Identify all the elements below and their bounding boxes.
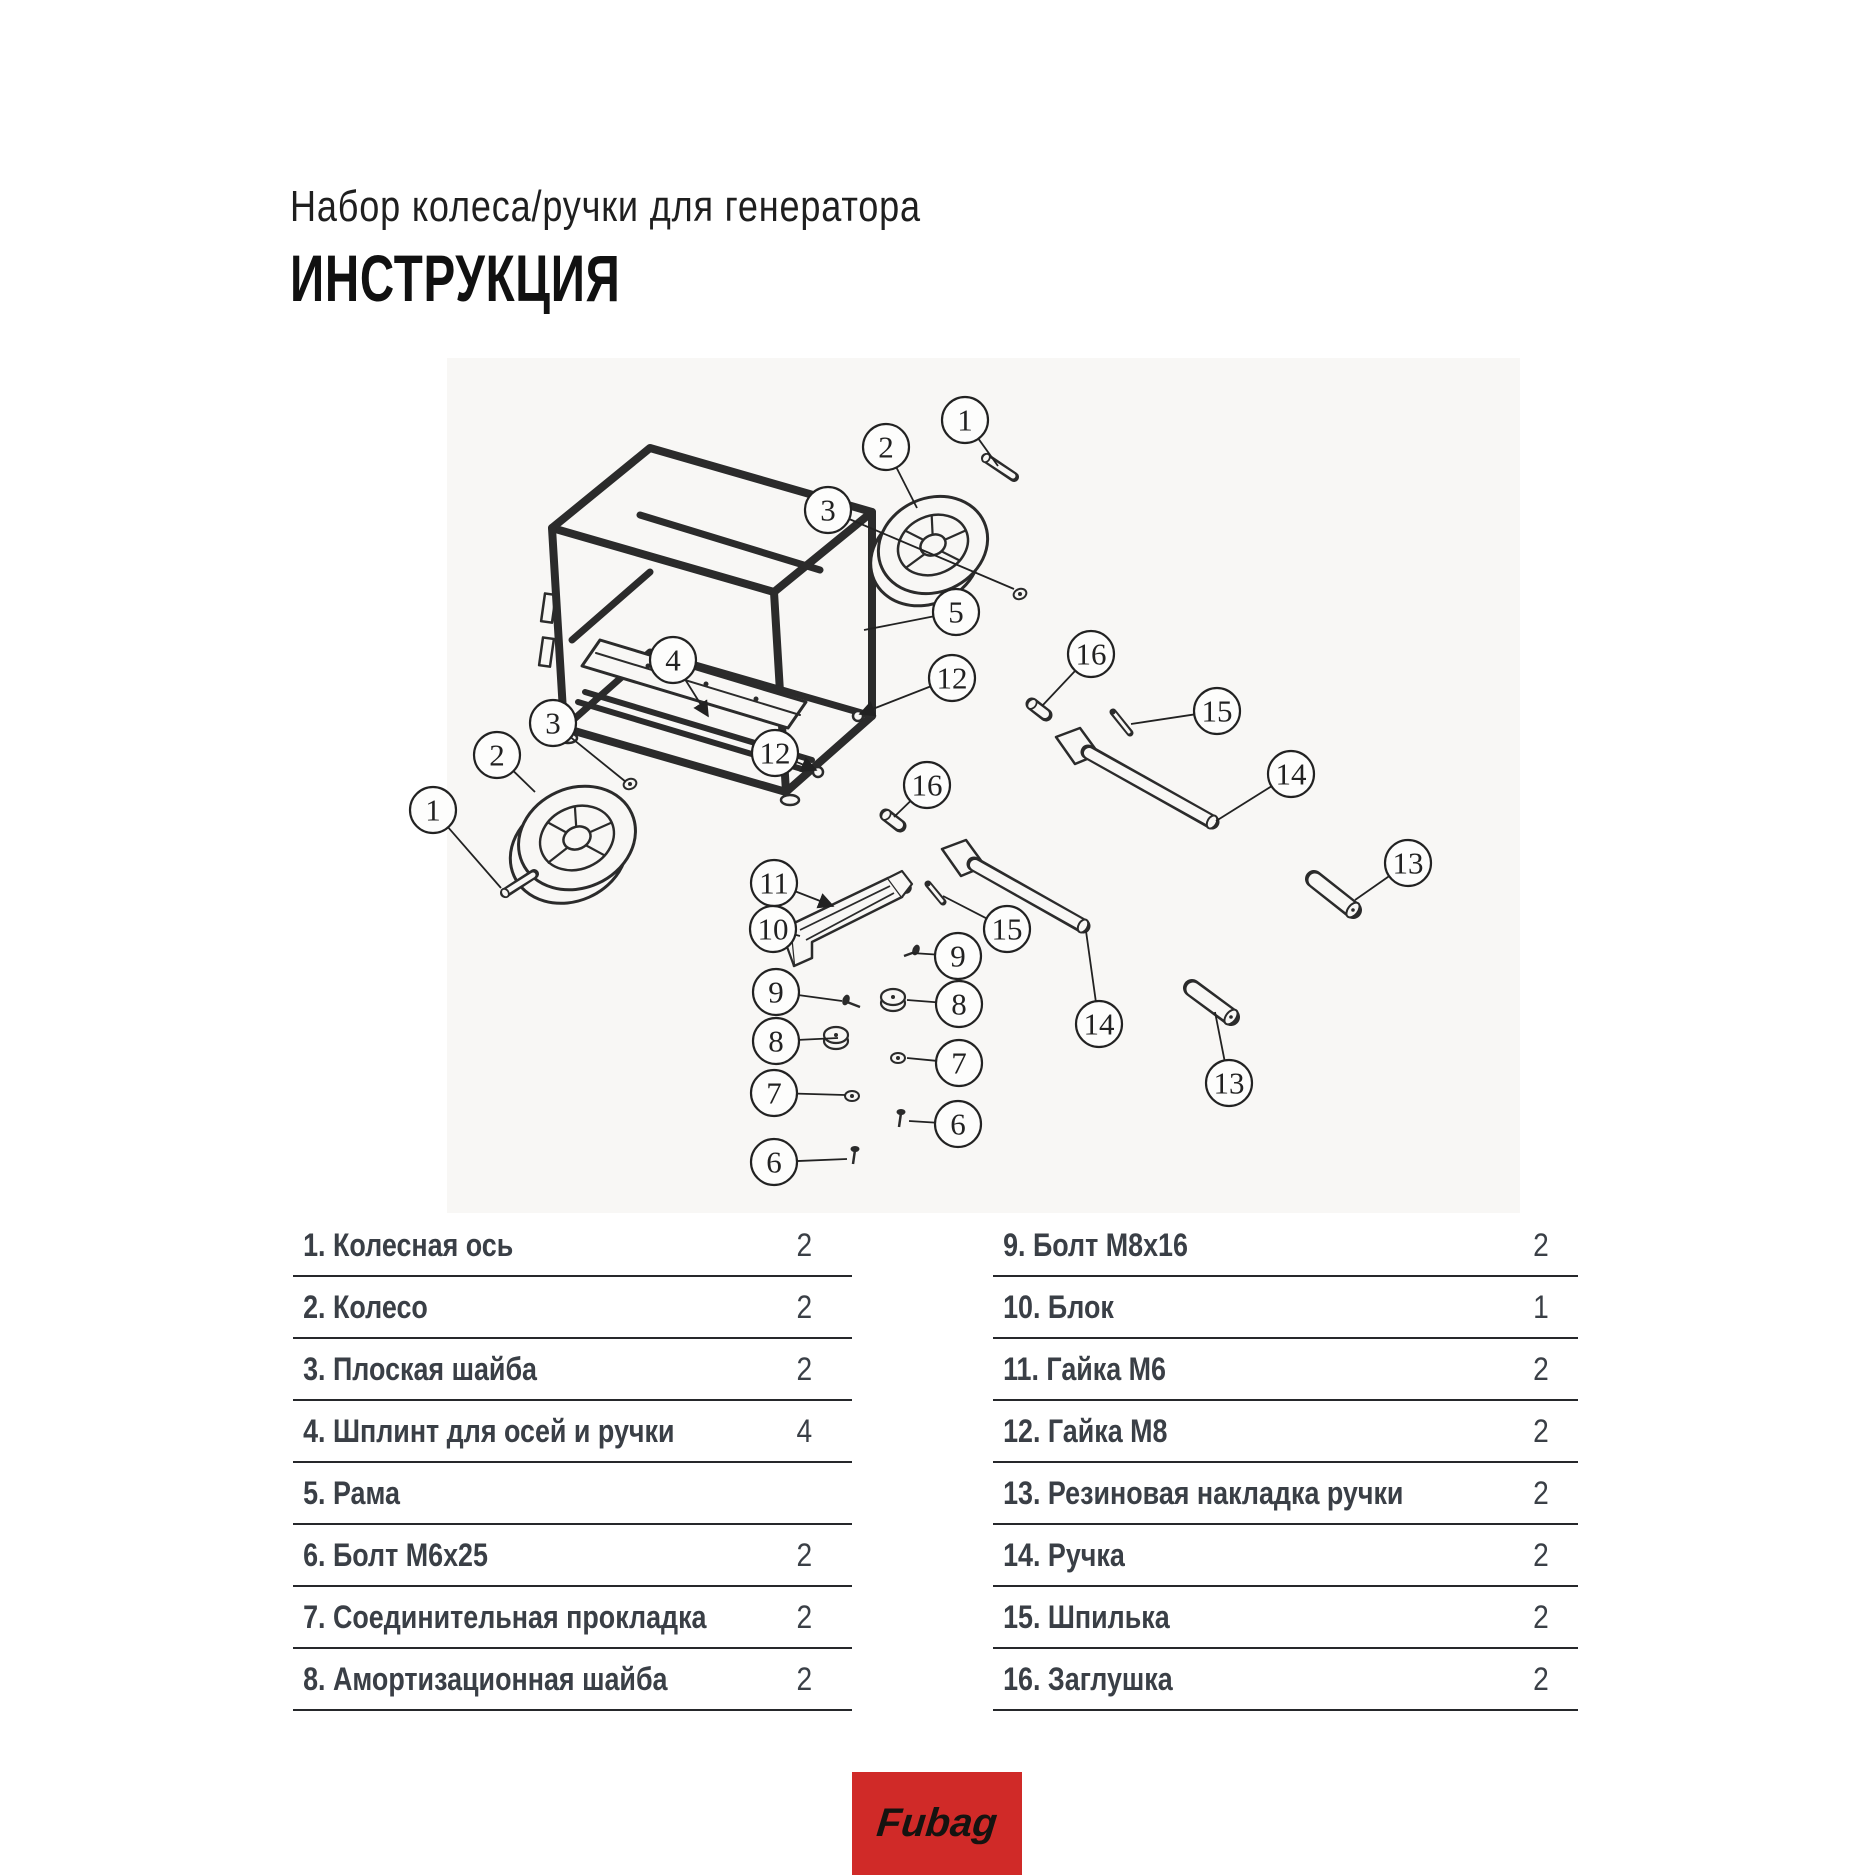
- kit-subtitle: Набор колеса/ручки для генератора: [290, 182, 921, 231]
- fubag-logo-text: Fubag: [874, 1801, 1000, 1845]
- table-row: [993, 1463, 1578, 1525]
- part-name: 1. Колесная ось: [303, 1226, 514, 1263]
- callout-number: 14: [1275, 756, 1307, 792]
- part-qty: 2: [1533, 1350, 1549, 1387]
- part-qty: 2: [1533, 1536, 1549, 1573]
- part-name: 8. Амортизационная шайба: [303, 1660, 668, 1697]
- table-row: [293, 1215, 852, 1277]
- table-row: [293, 1339, 852, 1401]
- table-row: [993, 1649, 1578, 1711]
- callout-number: 3: [820, 492, 836, 528]
- parts-table-left: [293, 1215, 852, 1711]
- part-name: 3. Плоская шайба: [303, 1350, 538, 1387]
- part-qty: 2: [1533, 1226, 1549, 1263]
- fubag-logo: [852, 1772, 1022, 1875]
- callout-number: 9: [950, 938, 966, 974]
- part-qty: 2: [1533, 1660, 1549, 1697]
- callout-number: 15: [991, 911, 1023, 947]
- part-name: 14. Ручка: [1003, 1536, 1125, 1573]
- callout-number: 16: [1075, 636, 1107, 672]
- callout-number: 2: [878, 429, 894, 465]
- callout-number: 8: [951, 986, 967, 1022]
- callout-number: 13: [1213, 1065, 1245, 1101]
- parts-table-right: [993, 1215, 1578, 1711]
- part-qty: 2: [796, 1598, 813, 1635]
- callout-number: 6: [950, 1106, 966, 1142]
- callout-number: 13: [1392, 845, 1424, 881]
- table-row: [293, 1277, 852, 1339]
- part-name: 11. Гайка М6: [1003, 1350, 1167, 1387]
- callout-number: 16: [911, 767, 943, 803]
- part-name: 2. Колесо: [303, 1288, 428, 1325]
- part-name: 15. Шпилька: [1003, 1598, 1170, 1635]
- table-row: [993, 1277, 1578, 1339]
- callout-number: 15: [1201, 693, 1233, 729]
- part-name: 6. Болт М6х25: [303, 1536, 488, 1573]
- callout-number: 4: [665, 642, 681, 678]
- callout-number: 10: [757, 911, 789, 947]
- gasket-left: [845, 1091, 859, 1101]
- part-name: 9. Болт М8х16: [1003, 1226, 1188, 1263]
- table-row: [293, 1587, 852, 1649]
- part-name: 5. Рама: [303, 1474, 400, 1511]
- part-qty: 4: [796, 1412, 813, 1449]
- part-qty: 2: [796, 1288, 813, 1325]
- part-name: 13. Резиновая накладка ручки: [1003, 1474, 1404, 1511]
- table-row: [993, 1401, 1578, 1463]
- table-row: [293, 1649, 852, 1711]
- part-name: 12. Гайка М8: [1003, 1412, 1168, 1449]
- shock-washer-right: [881, 989, 905, 1011]
- callout-number: 6: [766, 1144, 782, 1180]
- callout-number: 11: [759, 865, 789, 901]
- part-name: 4. Шплинт для осей и ручки: [303, 1412, 675, 1449]
- callout-number: 1: [425, 792, 441, 828]
- callout-number: 2: [489, 737, 505, 773]
- table-row: [293, 1525, 852, 1587]
- part-qty: 2: [796, 1226, 813, 1263]
- callout-number: 1: [957, 402, 973, 438]
- callout-number: 5: [948, 594, 964, 630]
- gasket-right: [891, 1053, 905, 1063]
- part-qty: 2: [1533, 1598, 1549, 1635]
- part-qty: 2: [796, 1660, 813, 1697]
- part-name: 16. Заглушка: [1003, 1660, 1173, 1697]
- table-row: [993, 1587, 1578, 1649]
- callout-number: 9: [768, 974, 784, 1010]
- callout-number: 12: [759, 735, 791, 771]
- callout-number: 12: [936, 660, 968, 696]
- table-row: [993, 1339, 1578, 1401]
- title-block: [290, 182, 1059, 315]
- callout-number: 7: [951, 1045, 967, 1081]
- page-title: ИНСТРУКЦИЯ: [290, 241, 621, 315]
- part-qty: 1: [1533, 1288, 1549, 1325]
- part-qty: 2: [1533, 1412, 1549, 1449]
- table-row: [993, 1525, 1578, 1587]
- part-name: 10. Блок: [1003, 1288, 1114, 1325]
- callout-number: 3: [545, 705, 561, 741]
- table-row: [993, 1215, 1578, 1277]
- table-row: [293, 1401, 852, 1463]
- part-qty: 2: [796, 1350, 813, 1387]
- part-name: 7. Соединительная прокладка: [303, 1598, 707, 1635]
- table-row: [293, 1463, 852, 1525]
- part-qty: 2: [1533, 1474, 1549, 1511]
- callout-number: 14: [1083, 1006, 1115, 1042]
- callout-number: 8: [768, 1023, 784, 1059]
- exploded-diagram: [400, 350, 1530, 1220]
- part-qty: 2: [796, 1536, 813, 1573]
- callout-number: 7: [766, 1075, 782, 1111]
